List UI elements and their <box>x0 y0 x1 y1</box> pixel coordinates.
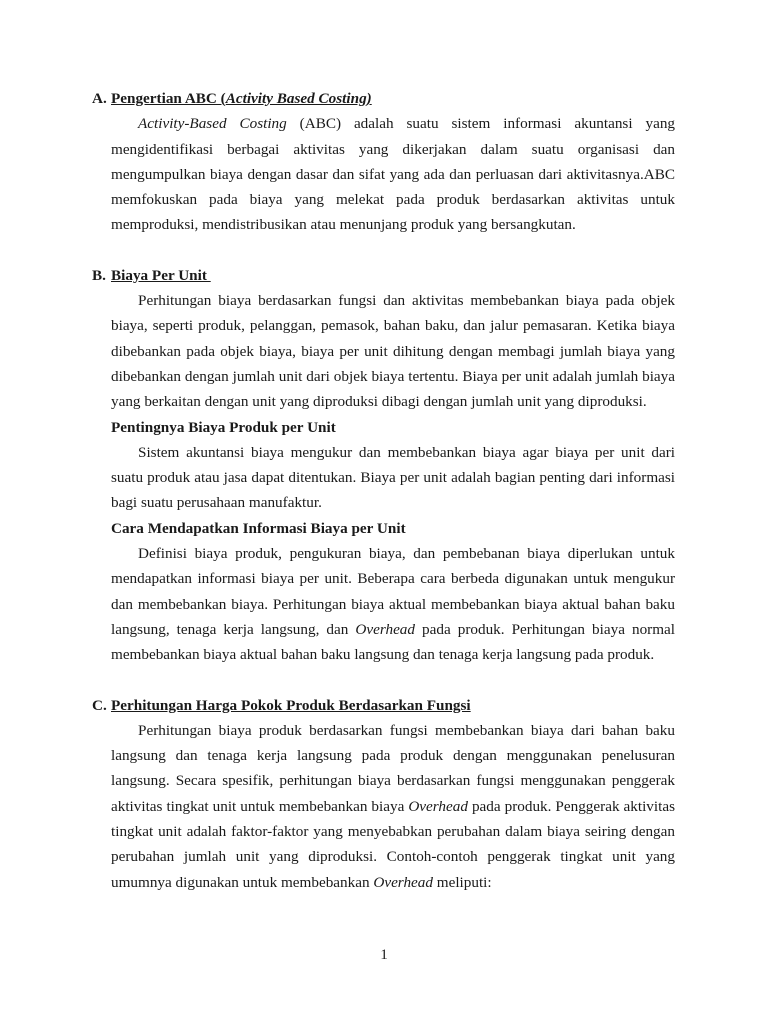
section-a-title: Pengertian ABC ( <box>111 90 226 107</box>
section-b-heading <box>92 263 675 288</box>
subheading-pentingnya: Pentingnya Biaya Produk per Unit <box>111 418 336 436</box>
section-b-paragraph-2: Sistem akuntansi biaya mengukur dan membebankan biaya agar biaya per unit dari suatu produk atau jasa dapat ditentukan. Biaya per unit adalah bagian penting dari informasi bagi suatu perusahaan manufaktur. <box>111 443 675 512</box>
section-c-heading <box>92 693 675 718</box>
section-letter: B. <box>92 266 106 284</box>
section-a-heading <box>92 86 675 111</box>
section-a-paragraph: Activity-Based Costing (ABC) adalah suatu sistem informasi akuntansi yang mengidentifikasi berbagai aktivitas yang dikerjakan dalam suatu organisasi dan mengumpulkan biaya dengan dasar dan sifat yang ada dan perluasan dari aktivitasnya.ABC memfokuskan pada biaya yang melekat pada produk berdasarkan aktivitas untuk memproduksi, mendistribusikan atau menunjang produk yang bersangkutan. <box>111 115 676 234</box>
document-body <box>92 86 675 895</box>
section-b-paragraph-3: Definisi biaya produk, pengukuran biaya, dan pembebanan biaya diperlukan untuk mendapatkan informasi biaya per unit. Beberapa cara berbeda digunakan untuk mengukur dan membebankan biaya. Perhitungan biaya aktual membebankan biaya aktual bahan baku langsung, tenaga kerja langsung, dan Overhead pada produk. Perhitungan biaya normal membebankan biaya aktual bahan baku langsung dan tenaga kerja langsung pada produk. <box>111 545 675 664</box>
section-b-title: Biaya Per Unit <box>111 266 211 284</box>
section-c-title: Perhitungan Harga Pokok Produk Berdasarkan Fungsi <box>111 696 471 714</box>
page-number: 1 <box>380 946 388 963</box>
section-c-paragraph: Perhitungan biaya produk berdasarkan fungsi membebankan biaya dari bahan baku langsung dan tenaga kerja langsung pada produk dengan menggunakan penelusuran langsung. Secara spesifik, perhitungan biaya berdasarkan fungsi menggunakan penggerak aktivitas tingkat unit untuk membebankan biaya Overhead pada produk. Penggerak aktivitas tingkat unit adalah faktor-faktor yang menyebabkan perubahan dalam biaya seiring dengan perubahan jumlah unit yang diproduksi. Contoh-contoh penggerak tingkat unit yang umumnya digunakan untuk membebankan Overhead meliputi: <box>111 721 675 891</box>
section-a-title-italic: Activity Based Costing) <box>225 90 372 107</box>
section-letter: C. <box>92 696 107 714</box>
section-letter: A. <box>92 90 107 107</box>
section-b-paragraph-1: Perhitungan biaya berdasarkan fungsi dan aktivitas membebankan biaya pada objek biaya, seperti produk, pelanggan, pemasok, bahan baku, dan jalur pemasaran. Ketika biaya dibebankan pada objek biaya, biaya per unit dihitung dengan membagi jumlah biaya yang dibebankan dengan jumlah unit dari objek biaya tertentu. Biaya per unit adalah jumlah biaya yang berkaitan dengan unit yang diproduksi dibagi dengan jumlah unit yang diproduksi. <box>111 292 675 411</box>
subheading-cara-mendapatkan: Cara Mendapatkan Informasi Biaya per Unit <box>111 519 406 537</box>
